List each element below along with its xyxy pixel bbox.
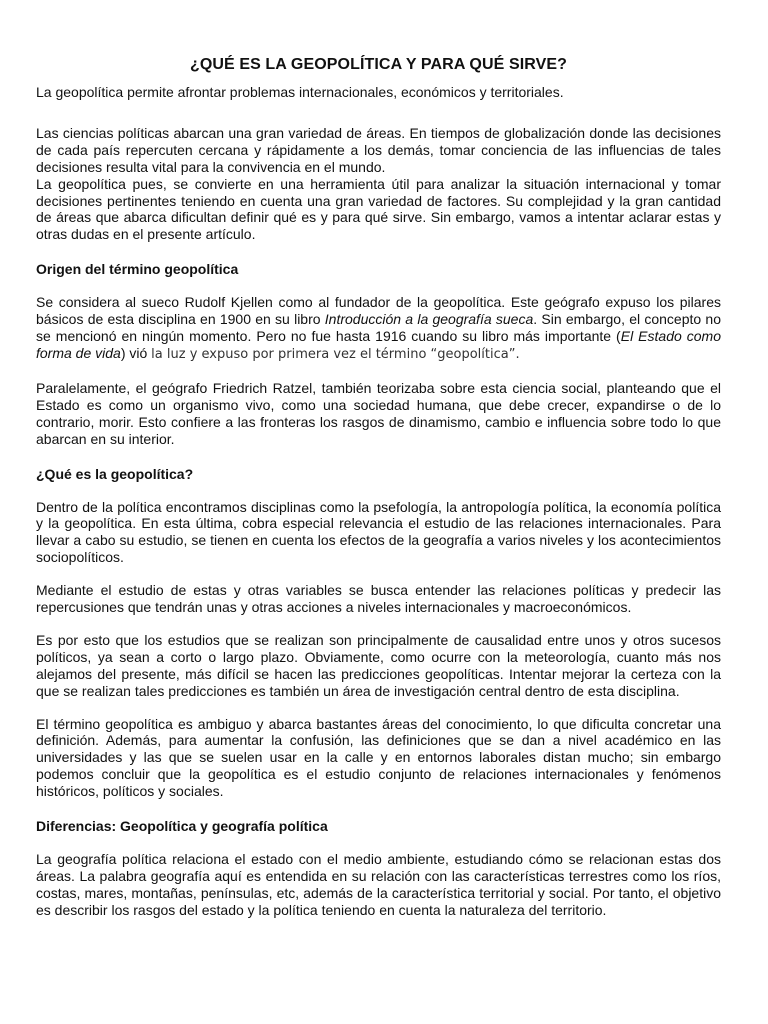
paragraph-disciplinas: Dentro de la política encontramos disciplinas como la psefología, la antropología política, la economía política y la geopolítica. En esta última, cobra especial relevancia el estudio de las relaciones internacionales. Para llevar a cabo su estudio, se tienen en cuenta los efectos de la geografía a varios niveles y los acontecimientos sociopolíticos.: [36, 498, 721, 566]
paragraph-ratzel: Paralelamente, el geógrafo Friedrich Ratzel, también teorizaba sobre esta ciencia social, planteando que el Estado es como un organismo vivo, como una sociedad humana, que debe crecer, expandirse o de lo contrario, morir. Esto confiere a las fronteras los rasgos de dinamismo, cambio e influencia sobre todo lo que abarcan en su interior.: [36, 379, 721, 447]
paragraph-ambiguo: El término geopolítica es ambiguo y abarca bastantes áreas del conocimiento, lo que dificulta concretar una definición. Además, para aumentar la confusión, las definiciones que se dan a nivel académico en las universidades y las que se suelen usar en la calle y en entornos laborales distan mucho; sin embargo podemos concluir que la geopolítica es el estudio conjunto de relaciones internacionales y fenómenos históricos, políticos y sociales.: [36, 715, 721, 800]
paragraph-geografia-politica: La geografía política relaciona el estado con el medio ambiente, estudiando cómo se relacionan estas dos áreas. La palabra geografía aquí es entendida en su relación con las características terrestres como los ríos, costas, mares, montañas, penínsulas, etc, además de la característica territorial y social. Por tanto, el objetivo es describir los rasgos del estado y la política teniendo en cuenta la naturaleza del territorio.: [36, 851, 721, 918]
paragraph-ciencias-politicas: Las ciencias políticas abarcan una gran variedad de áreas. En tiempos de globalización donde las decisiones de cada país repercuten cercana y rápidamente a los demás, tomar conciencia de las influencias de tales decisiones resulta vital para la convivencia en el mundo.: [36, 124, 721, 175]
document-title: ¿QUÉ ES LA GEOPOLÍTICA Y PARA QUÉ SIRVE?: [189, 56, 568, 73]
section-heading-diferencias: Diferencias: Geopolítica y geografía política: [36, 818, 328, 835]
text-segment: Se considera al sueco Rudolf Kjellen como al fundador de la geopolítica. Este geógrafo expuso los pilares básicos de esta disciplina en 1900 en su libro: [36, 294, 721, 328]
intro-paragraph: La geopolítica permite afrontar problemas internacionales, económicos y territoriales.: [36, 84, 564, 100]
paragraph-variables: Mediante el estudio de estas y otras variables se busca entender las relaciones políticas y predecir las repercusiones que tendrán unas y otras acciones a niveles internacionales y macroeconómicos.: [36, 582, 721, 616]
section-heading-origen: Origen del término geopolítica: [36, 261, 239, 278]
book-title-geografia-sueca: Introducción a la geografía sueca: [324, 311, 534, 328]
paragraph-kjellen: [36, 294, 721, 364]
text-segment: la luz y expuso por primera vez el término “geopolítica”.: [151, 346, 520, 362]
paragraph-causalidad: Es por esto que los estudios que se realizan son principalmente de causalidad entre unos y otros sucesos políticos, ya sean a corto o largo plazo. Obviamente, como ocurre con la meteorología, cuanto más nos alejamos del presente, más difícil se hacen las predicciones geopolíticas. Intentar mejorar la certeza con la que se realizan tales predicciones es también un área de investigación central dentro de esta disciplina.: [36, 631, 721, 699]
section-heading-que-es: ¿Qué es la geopolítica?: [36, 465, 194, 482]
text-segment: ) vió: [120, 344, 152, 361]
text-segment: . Sin embargo, el concepto no se mencionó en ningún momento. Pero no fue hasta 1916 cuando su libro más importante (: [36, 311, 721, 345]
paragraph-herramienta: La geopolítica pues, se convierte en una herramienta útil para analizar la situación internacional y tomar decisiones pertinentes teniendo en cuenta una gran variedad de factores. Su complejidad y la gran cantidad de áreas que abarca dificultan definir qué es y para qué sirve. Sin embargo, vamos a intentar aclarar estas y otras dudas en el presente artículo.: [36, 175, 721, 243]
book-title-estado-forma-vida: El Estado como forma de vida: [36, 328, 721, 361]
